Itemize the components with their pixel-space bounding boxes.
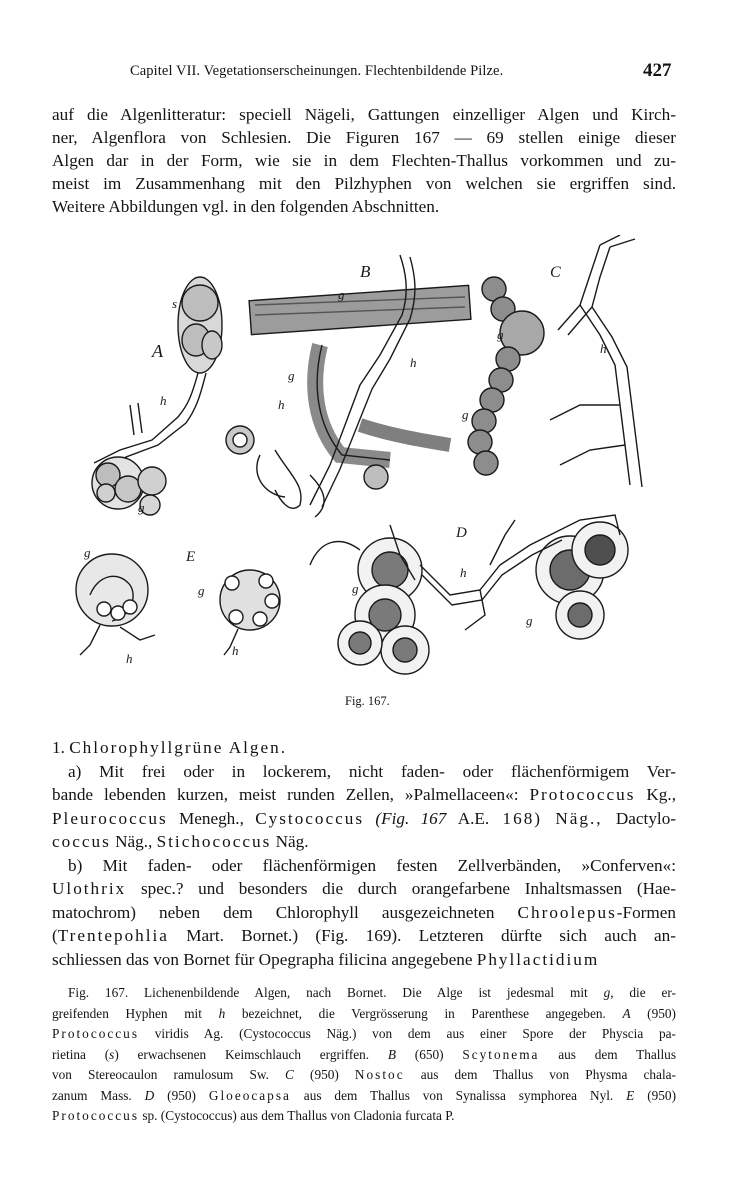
section-heading	[52, 736, 676, 760]
page-number: 427	[643, 60, 672, 81]
text-segment: (950)	[630, 1005, 676, 1021]
footnote-line	[52, 1045, 676, 1066]
figure-legend	[52, 983, 676, 1127]
text-segment: (950)	[293, 1067, 355, 1082]
text-segment: Protococcus	[52, 1026, 139, 1041]
text-segment: aus dem Thallus von Physma chala-	[404, 1067, 676, 1082]
text-segment: Fig. 167. Lichenenbildende Algen, nach Bornet. Die Alge ist jedesmal mit	[68, 985, 604, 1000]
label-alga-d: g	[352, 581, 359, 596]
footnote-line	[52, 983, 676, 1004]
text-segment: (	[52, 926, 58, 945]
label-alga-b: g	[338, 287, 345, 302]
section-chlorophyll-algae	[52, 736, 676, 971]
text-segment: (950)	[634, 1087, 676, 1103]
text-segment: (Fig. 167	[364, 808, 458, 828]
text-segment: ) erwachsenen Keimschlauch ergriffen.	[114, 1046, 388, 1062]
paragraph-a	[52, 760, 676, 854]
label-alga-e: g	[84, 545, 91, 560]
label-alga-b2: g	[288, 368, 295, 383]
label-hypha-e2: h	[232, 643, 239, 658]
label-alga-a: g	[138, 500, 145, 515]
text-segment: Näg.	[271, 832, 309, 851]
text-segment: Kg.,	[635, 785, 676, 804]
panel-b-drawing	[226, 255, 471, 517]
panel-e-drawing	[76, 554, 280, 655]
text-segment: Pleurococcus	[52, 808, 168, 828]
text-segment: Cystococcus	[255, 808, 365, 828]
text-segment: b) Mit faden- oder flächenförmigen festen Zellverbänden, »Conferven«:	[68, 855, 676, 875]
text-segment: C	[285, 1067, 294, 1082]
footnote-line	[52, 1024, 676, 1045]
text-segment: 168) Näg.,	[489, 808, 616, 828]
figure-legend-lines	[52, 983, 676, 1127]
label-alga-c: g	[497, 327, 504, 342]
label-panel-d: D	[456, 525, 467, 541]
text-segment: von Stereocaulon ramulosum Sw.	[52, 1067, 286, 1082]
label-hypha-e: h	[126, 651, 133, 666]
b-line	[52, 948, 676, 972]
label-panel-c: C	[550, 264, 561, 281]
text-segment: zanum Mass.	[52, 1087, 145, 1103]
text-segment: , die er-	[610, 985, 676, 1000]
figure-caption-label: Fig. 167.	[345, 694, 390, 708]
text-segment: coccus	[52, 832, 111, 851]
intro-line: ner, Algenflora von Schlesien. Die Figuren 167 — 69 stellen einige dieser	[52, 128, 676, 147]
text-segment: Phyllactidium	[476, 949, 600, 969]
label-panel-b: B	[360, 262, 371, 281]
figure-167-algae-illustration	[60, 235, 680, 675]
intro-paragraph	[52, 103, 676, 218]
text-segment: s	[109, 1046, 115, 1062]
text-segment: schliessen das von Bornet für Opegrapha filicina angegebene	[52, 949, 477, 969]
text-segment: h	[218, 1005, 226, 1021]
text-segment: D	[144, 1087, 155, 1103]
a-line	[52, 807, 676, 831]
text-segment: E	[626, 1087, 635, 1103]
footnote-line	[52, 1004, 676, 1025]
a-line	[52, 760, 676, 784]
text-segment: matochrom) neben dem Chlorophyll ausgezeichneten	[52, 902, 518, 922]
text-segment: Dactylo-	[615, 808, 677, 828]
label-hypha-d: h	[460, 565, 467, 580]
figure-drawing	[60, 235, 680, 675]
label-panel-a: A	[152, 341, 163, 361]
footnote-line	[52, 1086, 676, 1107]
text-segment: sp. (Cystococcus) aus dem Thallus von Cladonia furcata P.	[139, 1108, 455, 1123]
text-segment: greifenden Hyphen mit	[52, 1005, 219, 1021]
label-alga-e2: g	[198, 583, 205, 598]
text-segment: (950)	[154, 1087, 209, 1103]
running-head: Capitel VII. Vegetationserscheinungen. Flechtenbildende Pilze.	[130, 63, 504, 79]
text-segment: Mart. Bornet.) (Fig. 169). Letzteren dürfte sich auch an-	[168, 926, 676, 945]
label-spore-s: s	[172, 296, 178, 311]
footnote-line	[52, 1065, 676, 1086]
text-segment: (650)	[396, 1046, 463, 1062]
text-segment: Ulothrix	[52, 879, 127, 898]
text-segment: bande lebenden kurzen, meist runden Zellen, »Palmellaceen«:	[52, 785, 530, 804]
intro-line: meist im Zusammenhang mit den Pilzhyphen von welchen sie ergriffen sind.	[52, 174, 676, 193]
text-segment: B	[387, 1046, 397, 1062]
text-segment: rietina (	[52, 1046, 110, 1062]
footnote-line	[52, 1106, 676, 1127]
b-line	[52, 877, 676, 901]
intro-line: Weitere Abbildungen vgl. in den folgenden Abschnitten.	[52, 197, 440, 216]
text-segment: Chroolepus	[517, 902, 617, 922]
label-panel-e: E	[186, 549, 196, 565]
label-hypha-b: h	[410, 355, 417, 370]
a-line	[52, 783, 676, 807]
b-line	[52, 924, 676, 948]
label-alga-d2: g	[526, 613, 533, 628]
text-segment: Protococcus	[52, 1108, 139, 1123]
section-heading-text: Chlorophyllgrüne Algen.	[69, 738, 288, 757]
section-heading-number: 1.	[52, 738, 65, 757]
b-line	[52, 854, 676, 878]
label-hypha-c: h	[600, 341, 607, 356]
text-segment: Scytonema	[462, 1046, 540, 1062]
intro-line: auf die Algenlitteratur: speciell Nägeli, Gattungen einzelliger Algen und Kirch-	[52, 105, 676, 124]
panel-a-drawing	[92, 277, 222, 515]
text-segment: g	[603, 985, 611, 1000]
text-segment: A	[622, 1005, 631, 1021]
text-segment: A.E.	[457, 808, 490, 828]
text-segment: viridis Ag. (Cystococcus Näg.) von dem aus einer Spore der Physcia pa-	[139, 1026, 676, 1041]
a-line	[52, 830, 676, 854]
text-segment: a) Mit frei oder in lockerem, nicht faden- oder flächenförmigem Ver-	[68, 761, 676, 781]
text-segment: Nostoc	[354, 1067, 405, 1082]
label-hypha-a: h	[160, 393, 167, 408]
text-segment: Menegh.,	[167, 808, 256, 828]
text-segment: bezeichnet, die Vergrösserung in Parenthese angegeben.	[225, 1005, 623, 1021]
text-segment: aus dem Thallus	[539, 1046, 677, 1062]
text-segment: -Formen	[616, 902, 676, 922]
text-segment: Trentepohlia	[57, 926, 169, 945]
paragraph-b	[52, 854, 676, 972]
text-segment: Protococcus	[529, 785, 636, 804]
label-hypha-b2: h	[278, 397, 285, 412]
b-line	[52, 901, 676, 925]
label-alga-c2: g	[462, 407, 469, 422]
text-segment: Stichococcus	[156, 832, 272, 851]
text-segment: spec.? und besonders die durch orangefarbene Inhaltsmassen (Hae-	[126, 879, 676, 898]
text-segment: Näg.,	[110, 832, 157, 851]
intro-line: Algen dar in der Form, wie sie in dem Flechten-Thallus vorkommen und zu-	[52, 151, 676, 170]
text-segment: Gloeocapsa	[208, 1087, 291, 1103]
text-segment: aus dem Thallus von Synalissa symphorea Nyl.	[290, 1087, 627, 1103]
